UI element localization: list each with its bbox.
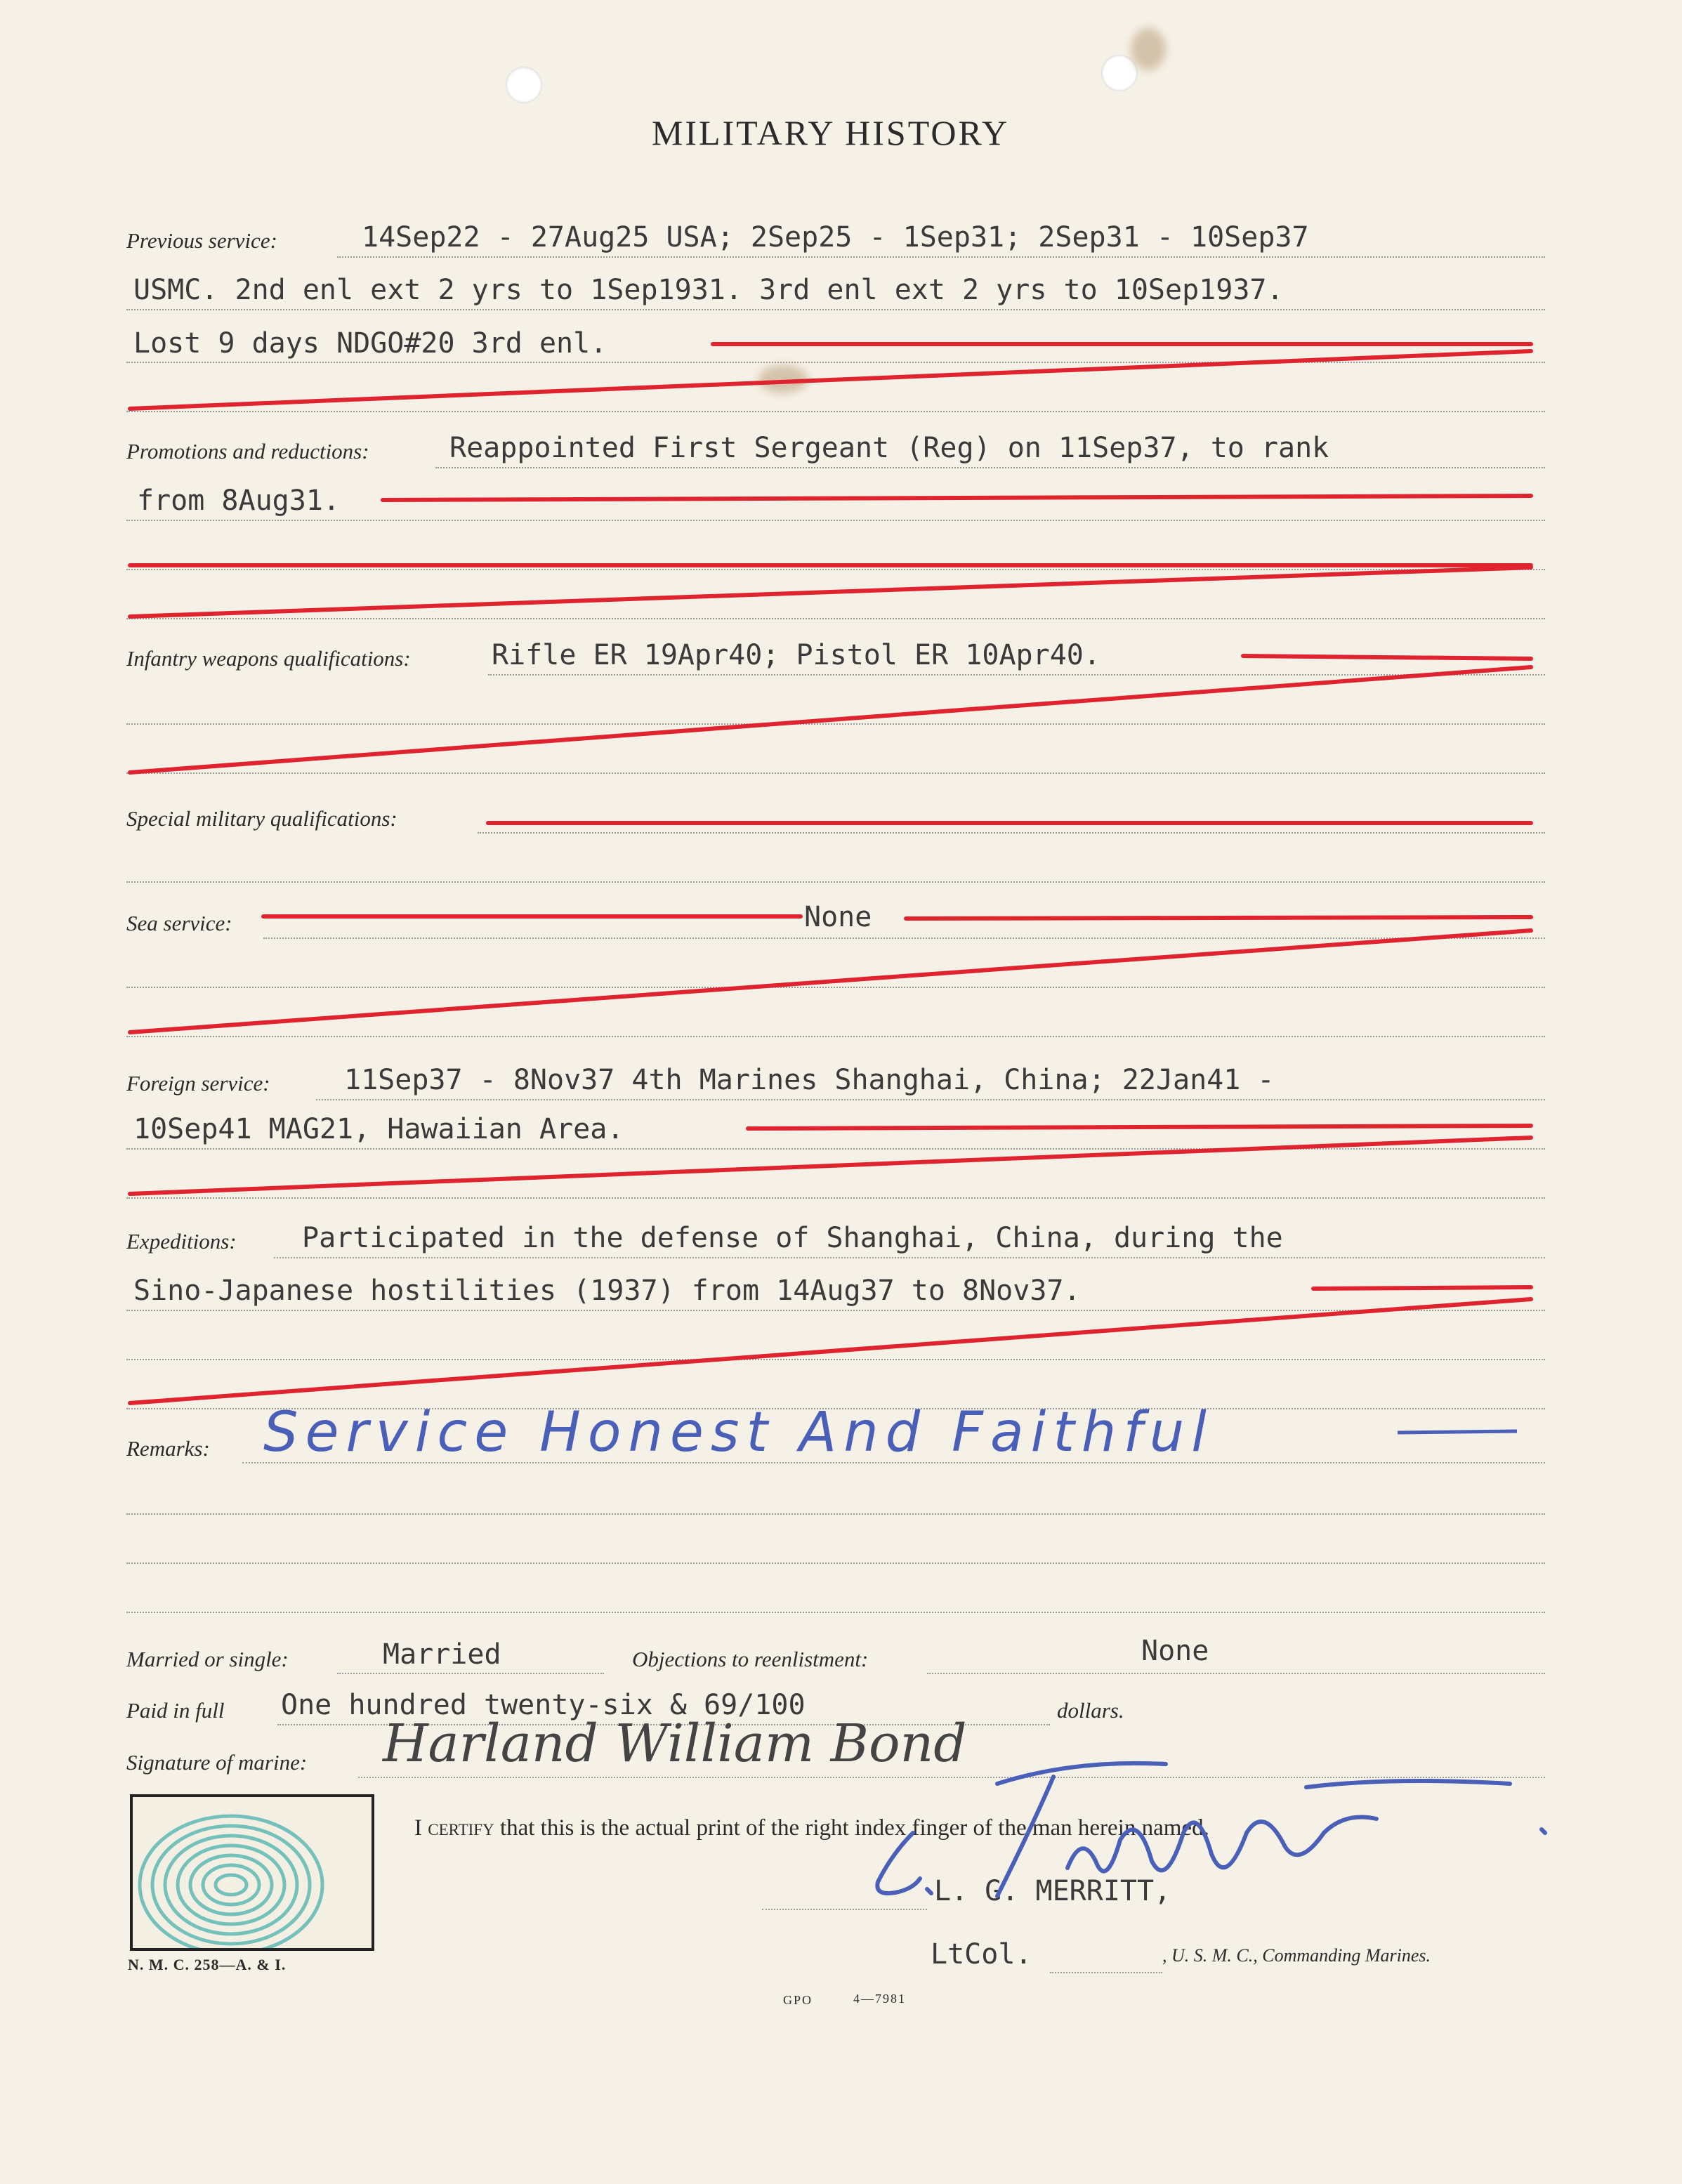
objections-label: Objections to reenlistment: — [632, 1647, 869, 1671]
promotions-label: Promotions and reductions: — [126, 439, 369, 463]
previous-service-line: USMC. 2nd enl ext 2 yrs to 1Sep1931. 3rd enl ext 2 yrs to 10Sep1937. — [133, 274, 1284, 306]
stain — [1131, 28, 1166, 70]
officer-rank: LtCol. — [931, 1938, 1032, 1971]
married-label: Married or single: — [126, 1647, 289, 1671]
remarks-label: Remarks: — [126, 1436, 210, 1461]
sea-service-value: None — [804, 901, 872, 933]
previous-service-line: 14Sep22 - 27Aug25 USA; 2Sep25 - 1Sep31; 2Sep31 - 10Sep37 — [362, 221, 1309, 254]
form-number: N. M. C. 258—A. & I. — [128, 1956, 287, 1973]
expeditions-label: Expeditions: — [126, 1229, 237, 1254]
foreign-service-line: 10Sep41 MAG21, Hawaiian Area. — [133, 1113, 624, 1145]
certify-word: I certify — [414, 1815, 494, 1841]
printer-code: GPO — [783, 1993, 813, 2007]
marine-signature: Harland William Bond — [383, 1713, 967, 1774]
infantry-weapons-label: Infantry weapons qualifications: — [126, 646, 411, 671]
remarks-handwritten: Service Honest And Faithful — [263, 1401, 1214, 1464]
punch-hole — [1101, 55, 1138, 91]
paid-label: Paid in full — [126, 1698, 225, 1723]
fingerprint-icon — [133, 1797, 372, 1948]
punch-hole — [506, 67, 542, 103]
married-value: Married — [383, 1638, 501, 1671]
objections-value: None — [1141, 1635, 1209, 1667]
special-qualifications-label: Special military qualifications: — [126, 806, 397, 831]
certification-text — [414, 1815, 1209, 1841]
print-number: 4—7981 — [853, 1992, 906, 2006]
commanding-suffix: , U. S. M. C., Commanding Marines. — [1162, 1945, 1431, 1966]
officer-name: L. G. MERRITT, — [934, 1875, 1171, 1907]
expeditions-line: Participated in the defense of Shanghai, China, during the — [302, 1222, 1283, 1254]
certify-body: that this is the actual print of the right index finger of the man herein named. — [499, 1815, 1209, 1841]
previous-service-label: Previous service: — [126, 228, 277, 253]
promotions-line: from 8Aug31. — [137, 485, 340, 517]
paid-value: One hundred twenty-six & 69/100 — [281, 1689, 806, 1721]
fingerprint-box — [130, 1794, 374, 1951]
promotions-line: Reappointed First Sergeant (Reg) on 11Sep37, to rank — [449, 432, 1329, 464]
expeditions-line: Sino-Japanese hostilities (1937) from 14Aug37 to 8Nov37. — [133, 1275, 1081, 1307]
signature-label: Signature of marine: — [126, 1750, 308, 1775]
infantry-weapons-line: Rifle ER 19Apr40; Pistol ER 10Apr40. — [492, 639, 1100, 671]
stain — [758, 365, 808, 393]
foreign-service-line: 11Sep37 - 8Nov37 4th Marines Shanghai, China; 22Jan41 - — [344, 1064, 1275, 1096]
dollars-label: dollars. — [1057, 1698, 1124, 1723]
foreign-service-label: Foreign service: — [126, 1071, 270, 1096]
sea-service-label: Sea service: — [126, 911, 232, 935]
page-title: MILITARY HISTORY — [651, 113, 1010, 152]
previous-service-line: Lost 9 days NDGO#20 3rd enl. — [133, 327, 607, 360]
